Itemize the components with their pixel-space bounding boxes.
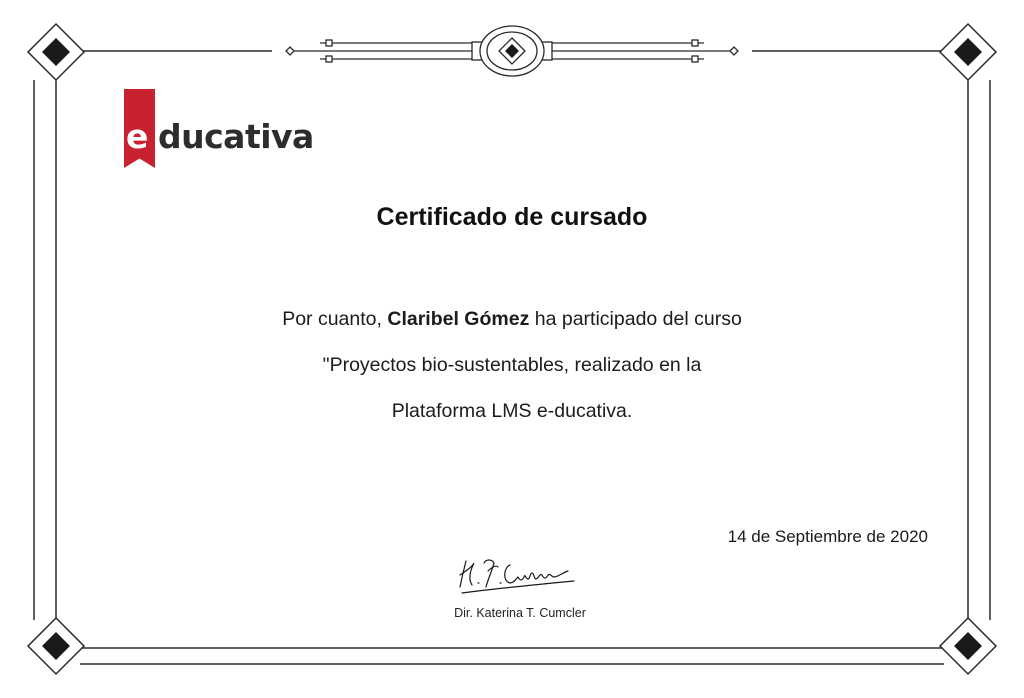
certificate-title: Certificado de cursado xyxy=(376,203,648,231)
body-line-3: Plataforma LMS e-ducativa. xyxy=(391,400,633,422)
body-prefix: Por cuanto, xyxy=(282,308,382,330)
logo-letter: e xyxy=(126,117,149,156)
educativa-logo xyxy=(124,89,324,169)
issue-date: 14 de Septiembre de 2020 xyxy=(727,527,928,546)
logo-wordmark: ducativa xyxy=(158,117,314,156)
corner-top-right-icon xyxy=(940,24,996,80)
signature-icon xyxy=(452,553,582,599)
body-line-2: "Proyectos bio-sustentables, realizado en la xyxy=(322,354,702,376)
corner-top-left-icon xyxy=(28,24,84,80)
body-line-1 xyxy=(200,296,824,342)
certificate-body xyxy=(200,296,824,434)
corner-bottom-left-icon xyxy=(28,618,84,674)
signer-name: Dir. Katerina T. Cumcler xyxy=(454,606,586,620)
corner-bottom-right-icon xyxy=(940,618,996,674)
top-medallion-icon xyxy=(286,26,738,76)
body-suffix: ha participado del curso xyxy=(534,308,742,330)
student-name: Claribel Gómez xyxy=(387,308,530,330)
